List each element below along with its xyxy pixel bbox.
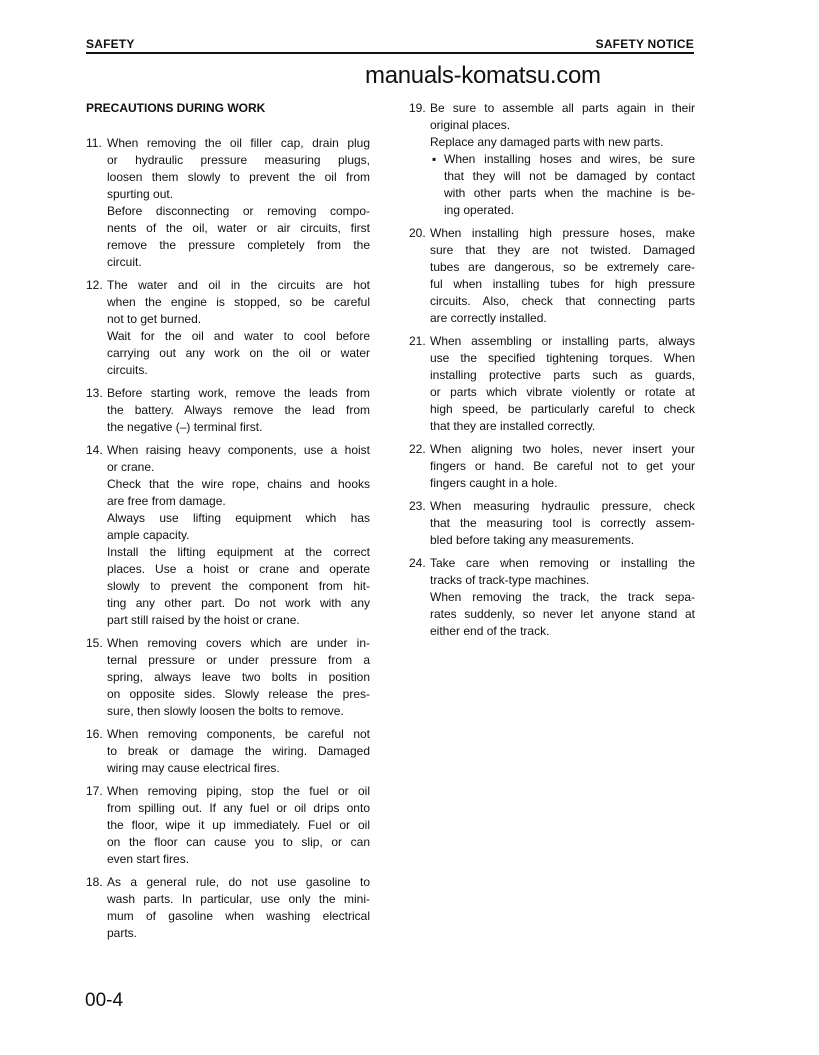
paragraph: [107, 635, 370, 720]
text-line: either end of the track.: [430, 624, 550, 638]
text-line: circuit.: [107, 255, 142, 269]
list-item: [409, 100, 695, 219]
text-line: the negative (–) terminal first.: [107, 420, 263, 434]
text-line: tubes are dangerous, so be extremely care-: [430, 260, 695, 274]
text-line: ample capacity.: [107, 528, 190, 542]
text-line: or hydraulic pressure measuring plugs,: [107, 153, 370, 167]
paragraph: [430, 100, 695, 134]
item-number: 15.: [86, 636, 103, 650]
text-line: are free from damage.: [107, 494, 226, 508]
paragraph: [107, 726, 370, 777]
paragraph: [107, 476, 370, 510]
text-line: Be sure to assemble all parts again in their: [430, 101, 695, 115]
header-chapter: SAFETY: [86, 37, 135, 51]
paragraph: [107, 874, 370, 942]
list-item: [86, 135, 370, 271]
text-line: with other parts when the machine is be-: [444, 186, 695, 200]
item-number: 24.: [409, 556, 426, 570]
header-section: SAFETY NOTICE: [595, 37, 694, 51]
item-number: 14.: [86, 443, 103, 457]
right-column: [409, 100, 695, 646]
text-line: remove the pressure completely from the: [107, 238, 370, 252]
text-line: that they are installed correctly.: [430, 419, 596, 433]
list-item: [86, 442, 370, 629]
text-line: When aligning two holes, never insert your: [430, 442, 695, 456]
text-line: When installing hoses and wires, be sure: [444, 152, 695, 166]
list-item: [409, 555, 695, 640]
item-number: 20.: [409, 226, 426, 240]
text-line: or parts which vibrate violently or rotate at: [430, 385, 695, 399]
text-line: The water and oil in the circuits are hot: [107, 278, 370, 292]
item-number: 19.: [409, 101, 426, 115]
text-line: fingers or hand. Be careful not to get your: [430, 459, 695, 473]
list-item: [86, 385, 370, 436]
text-line: spring, always leave two bolts in position: [107, 670, 370, 684]
text-line: sure, then slowly loosen the bolts to remove.: [107, 704, 344, 718]
list-item: [86, 277, 370, 379]
paragraph: [430, 498, 695, 549]
text-line: ful when installing tubes for high pressure: [430, 277, 695, 291]
item-number: 23.: [409, 499, 426, 513]
paragraph: [107, 544, 370, 629]
text-line: ternal pressure or under pressure from a: [107, 653, 370, 667]
text-line: When removing the oil filler cap, drain plug: [107, 136, 370, 150]
paragraph: [107, 510, 370, 544]
paragraph: [430, 134, 695, 151]
bullet-point: [430, 151, 695, 219]
text-line: When removing components, be careful not: [107, 727, 370, 741]
text-line: installing protective parts such as guards,: [430, 368, 695, 382]
text-line: parts.: [107, 926, 138, 940]
text-line: fingers caught in a hole.: [430, 476, 558, 490]
list-item: [86, 635, 370, 720]
text-line: wash parts. In particular, use only the mini-: [107, 892, 370, 906]
list-item: [409, 441, 695, 492]
list-item: [409, 333, 695, 435]
text-line: rates suddenly, so never let anyone stand at: [430, 607, 695, 621]
text-line: When removing covers which are under in-: [107, 636, 370, 650]
text-line: or crane.: [107, 460, 155, 474]
text-line: Check that the wire rope, chains and hooks: [107, 477, 370, 491]
text-line: Before disconnecting or removing compo-: [107, 204, 370, 218]
paragraph: [107, 385, 370, 436]
watermark: manuals-komatsu.com: [365, 62, 601, 89]
text-line: slowly to prevent the component from hit-: [107, 579, 370, 593]
page-number: 00-4: [85, 990, 124, 1011]
text-line: high speed, be particularly careful to check: [430, 402, 695, 416]
text-line: are correctly installed.: [430, 311, 547, 325]
list-item: [86, 874, 370, 942]
text-line: loosen them slowly to prevent the oil from: [107, 170, 370, 184]
paragraph: [430, 225, 695, 327]
text-line: When removing piping, stop the fuel or oil: [107, 784, 370, 798]
text-line: the floor, wipe it up immediately. Fuel or oil: [107, 818, 370, 832]
text-line: on opposite sides. Slowly release the pres-: [107, 687, 370, 701]
text-line: tracks of track-type machines.: [430, 573, 590, 587]
text-line: ting any other part. Do not work with any: [107, 596, 370, 610]
text-line: to break or damage the wiring. Damaged: [107, 744, 370, 758]
text-line: from spilling out. If any fuel or oil drips onto: [107, 801, 370, 815]
item-number: 17.: [86, 784, 103, 798]
text-line: even start fires.: [107, 852, 190, 866]
text-line: Install the lifting equipment at the correct: [107, 545, 370, 559]
paragraph: [107, 277, 370, 328]
bullet-icon: ▪: [432, 152, 437, 166]
text-line: Take care when removing or installing the: [430, 556, 695, 570]
text-line: Always use lifting equipment which has: [107, 511, 370, 525]
text-line: Replace any damaged parts with new parts.: [430, 135, 664, 149]
item-number: 22.: [409, 442, 426, 456]
text-line: Wait for the oil and water to cool before: [107, 329, 370, 343]
text-line: carrying out any work on the oil or water: [107, 346, 370, 360]
list-item: [86, 726, 370, 777]
text-line: ing operated.: [444, 203, 515, 217]
paragraph: [430, 589, 695, 640]
paragraph: [107, 328, 370, 379]
list-item: [86, 783, 370, 868]
header-rule: [86, 52, 694, 54]
text-line: not to get burned.: [107, 312, 202, 326]
text-line: When installing high pressure hoses, make: [430, 226, 695, 240]
text-line: mum of gasoline when washing electrical: [107, 909, 370, 923]
text-line: that they will not be damaged by contact: [444, 169, 695, 183]
item-number: 11.: [86, 136, 102, 150]
text-line: places. Use a hoist or crane and operate: [107, 562, 370, 576]
text-line: circuits. Also, check that connecting parts: [430, 294, 695, 308]
section-title: PRECAUTIONS DURING WORK: [86, 101, 266, 115]
text-line: As a general rule, do not use gasoline to: [107, 875, 370, 889]
text-line: on the floor can cause you to slip, or can: [107, 835, 370, 849]
text-line: When raising heavy components, use a hoist: [107, 443, 370, 457]
text-line: spurting out.: [107, 187, 174, 201]
text-line: wiring may cause electrical fires.: [107, 761, 280, 775]
text-line: that the measuring tool is correctly assem-: [430, 516, 695, 530]
item-number: 13.: [86, 386, 103, 400]
text-line: sure that they are not twisted. Damaged: [430, 243, 695, 257]
paragraph: [430, 441, 695, 492]
text-line: original places.: [430, 118, 511, 132]
paragraph: [107, 442, 370, 476]
item-number: 16.: [86, 727, 103, 741]
item-number: 12.: [86, 278, 103, 292]
text-line: the battery. Always remove the lead from: [107, 403, 370, 417]
paragraph: [107, 783, 370, 868]
text-line: When removing the track, the track sepa-: [430, 590, 695, 604]
left-column: [86, 135, 370, 948]
text-line: nents of the oil, water or air circuits, first: [107, 221, 370, 235]
paragraph: [107, 203, 370, 271]
text-line: part still raised by the hoist or crane.: [107, 613, 300, 627]
paragraph: [430, 555, 695, 589]
text-line: Before starting work, remove the leads from: [107, 386, 370, 400]
list-item: [409, 225, 695, 327]
paragraph: [107, 135, 370, 203]
text-line: When assembling or installing parts, always: [430, 334, 695, 348]
text-line: use the specified tightening torques. When: [430, 351, 695, 365]
text-line: circuits.: [107, 363, 148, 377]
paragraph: [430, 333, 695, 435]
item-number: 21.: [409, 334, 426, 348]
text-line: bled before taking any measurements.: [430, 533, 635, 547]
text-line: When measuring hydraulic pressure, check: [430, 499, 695, 513]
item-number: 18.: [86, 875, 103, 889]
text-line: when the engine is stopped, so be careful: [107, 295, 370, 309]
list-item: [409, 498, 695, 549]
